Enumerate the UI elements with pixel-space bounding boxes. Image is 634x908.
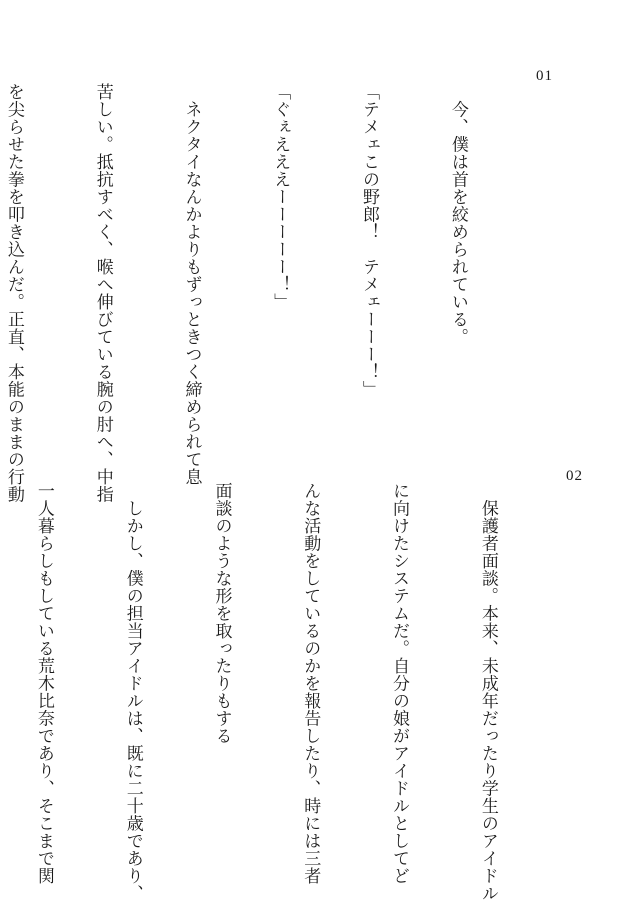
- page-number: 01: [536, 68, 553, 84]
- text-line: 一人暮らしもしている荒木比奈であり、そこまで関: [33, 482, 54, 885]
- text-line: 「テメェこの野郎！ テメェーーー！」: [359, 83, 380, 398]
- text-line: を尖らせた拳を叩き込んだ。正直、本能のままの行動: [3, 83, 24, 503]
- text-line: 面談のような形を取ったりもする: [211, 482, 232, 745]
- text-line: ネクタイなんかよりもずっときつく締められて息: [181, 83, 202, 486]
- text-line: 苦しい。抵抗すべく、喉へ伸びている腕の肘へ、中指: [92, 83, 113, 503]
- text-block-page-02: [0, 482, 561, 902]
- page-number: 02: [566, 468, 583, 484]
- text-line: 「ぐぇえええーーーーー！」: [270, 83, 291, 311]
- text-block-page-01: [0, 83, 531, 503]
- text-line: しかし、僕の担当アイドルは、既に二十歳であり、: [122, 482, 143, 902]
- text-line: んな活動をしているのかを報告したり、時には三者: [300, 482, 321, 885]
- text-line: 保護者面談。本来、未成年だったり学生のアイドル: [477, 482, 498, 902]
- text-line: に向けたシステムだ。自分の娘がアイドルとしてど: [389, 482, 410, 885]
- text-line: 今、僕は首を絞められている。: [447, 83, 468, 346]
